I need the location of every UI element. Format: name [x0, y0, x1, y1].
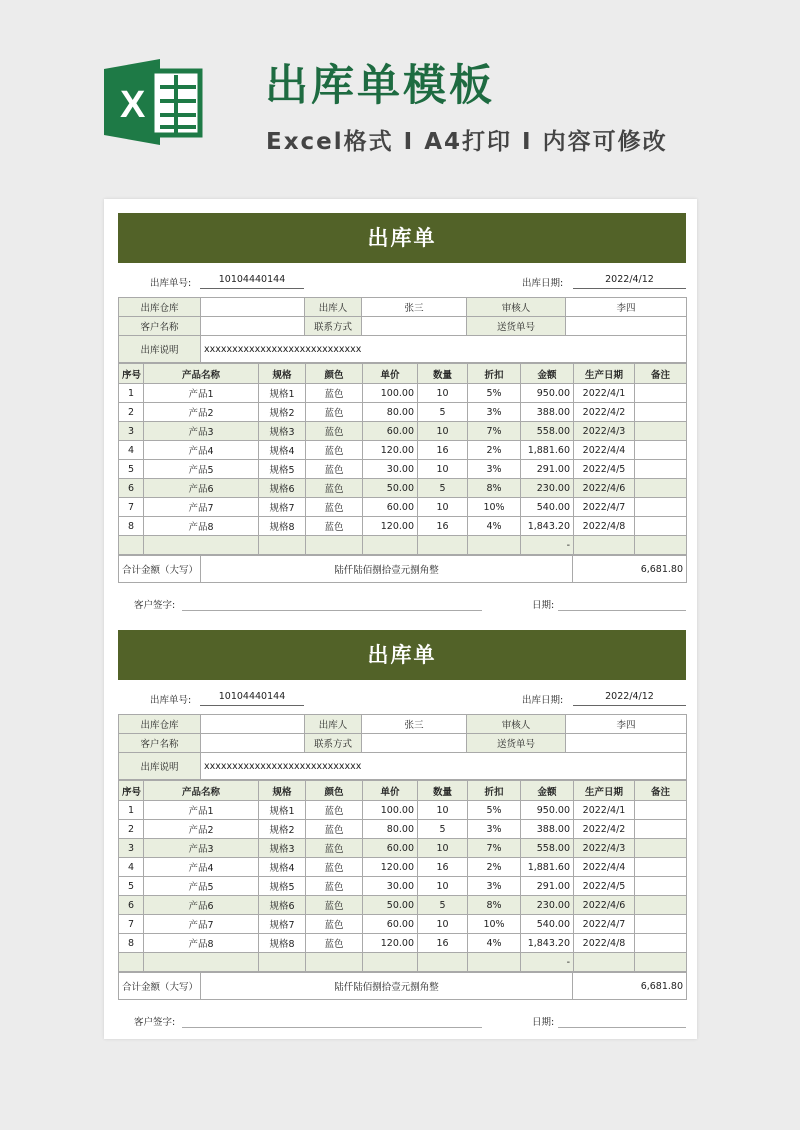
- table-row: [119, 403, 687, 422]
- note-value[interactable]: xxxxxxxxxxxxxxxxxxxxxxxxxxxx: [201, 753, 687, 780]
- color[interactable]: 蓝色: [306, 820, 363, 839]
- row-index[interactable]: 8: [119, 934, 144, 953]
- form-number-row: [118, 263, 686, 297]
- items-body: [119, 384, 687, 536]
- discount[interactable]: 3%: [468, 877, 521, 896]
- row-index[interactable]: 7: [119, 498, 144, 517]
- quantity[interactable]: 5: [418, 896, 468, 915]
- unit-price[interactable]: 100.00: [363, 801, 418, 820]
- items-table: [118, 363, 687, 555]
- color[interactable]: 蓝色: [306, 934, 363, 953]
- signature-row: [118, 1000, 686, 1040]
- quantity[interactable]: 10: [418, 422, 468, 441]
- signature-row: [118, 583, 686, 623]
- product-name[interactable]: 产品4: [144, 858, 259, 877]
- production-date[interactable]: 2022/4/5: [574, 877, 635, 896]
- form-banner: 出库单: [118, 630, 686, 680]
- row-index[interactable]: 7: [119, 915, 144, 934]
- handler-label: 出库人: [305, 298, 362, 317]
- color[interactable]: 蓝色: [306, 839, 363, 858]
- quantity[interactable]: 10: [418, 801, 468, 820]
- spec[interactable]: 规格2: [259, 403, 306, 422]
- amount[interactable]: 230.00: [521, 896, 574, 915]
- unit-price[interactable]: 30.00: [363, 460, 418, 479]
- sign-date-label: 日期:: [532, 1017, 555, 1028]
- contact-value[interactable]: [362, 734, 467, 753]
- quantity[interactable]: 10: [418, 915, 468, 934]
- spec[interactable]: 规格7: [259, 498, 306, 517]
- quantity[interactable]: 10: [418, 384, 468, 403]
- col-header: 生产日期: [574, 781, 635, 801]
- svg-text:X: X: [120, 84, 146, 126]
- handler-value[interactable]: 张三: [362, 298, 467, 317]
- col-header: 序号: [119, 364, 144, 384]
- remark[interactable]: [635, 858, 687, 877]
- col-header: 备注: [635, 781, 687, 801]
- remark[interactable]: [635, 896, 687, 915]
- production-date[interactable]: 2022/4/1: [574, 801, 635, 820]
- col-header: 备注: [635, 364, 687, 384]
- remark[interactable]: [635, 934, 687, 953]
- quantity[interactable]: 10: [418, 498, 468, 517]
- row-index[interactable]: 4: [119, 441, 144, 460]
- color[interactable]: 蓝色: [306, 801, 363, 820]
- contact-label: 联系方式: [305, 317, 362, 336]
- order-date-label: 出库日期:: [522, 695, 564, 706]
- table-row: [119, 915, 687, 934]
- color[interactable]: 蓝色: [306, 896, 363, 915]
- table-row: [119, 517, 687, 536]
- total-value[interactable]: 6,681.80: [573, 973, 687, 1000]
- production-date[interactable]: 2022/4/5: [574, 460, 635, 479]
- production-date[interactable]: 2022/4/2: [574, 403, 635, 422]
- unit-price[interactable]: 120.00: [363, 441, 418, 460]
- table-row: [119, 498, 687, 517]
- row-index[interactable]: 3: [119, 422, 144, 441]
- discount[interactable]: 3%: [468, 403, 521, 422]
- table-row: [119, 479, 687, 498]
- discount[interactable]: 5%: [468, 384, 521, 403]
- amount[interactable]: 558.00: [521, 839, 574, 858]
- product-name[interactable]: 产品1: [144, 801, 259, 820]
- color[interactable]: 蓝色: [306, 384, 363, 403]
- remark[interactable]: [635, 498, 687, 517]
- col-header: 数量: [418, 781, 468, 801]
- order-no-label: 出库单号:: [150, 278, 192, 289]
- unit-price[interactable]: 50.00: [363, 479, 418, 498]
- quantity[interactable]: 5: [418, 479, 468, 498]
- total-label: 合计金额（大写）: [119, 556, 201, 583]
- col-header: 单价: [363, 364, 418, 384]
- spec[interactable]: 规格6: [259, 479, 306, 498]
- amount[interactable]: 388.00: [521, 820, 574, 839]
- production-date[interactable]: 2022/4/7: [574, 915, 635, 934]
- reviewer-label: 审核人: [467, 298, 566, 317]
- col-header: 序号: [119, 781, 144, 801]
- unit-price[interactable]: 50.00: [363, 896, 418, 915]
- table-row: [119, 801, 687, 820]
- warehouse-value[interactable]: [201, 715, 305, 734]
- outbound-form: [118, 630, 686, 1040]
- customer-value[interactable]: [201, 317, 305, 336]
- col-header: 折扣: [468, 364, 521, 384]
- spec[interactable]: 规格3: [259, 839, 306, 858]
- reviewer-value[interactable]: 李四: [566, 715, 687, 734]
- remark[interactable]: [635, 403, 687, 422]
- total-words[interactable]: 陆仟陆佰捌拾壹元捌角整: [201, 556, 573, 583]
- col-header: 颜色: [306, 364, 363, 384]
- remark[interactable]: [635, 479, 687, 498]
- product-name[interactable]: 产品2: [144, 820, 259, 839]
- customer-sign-label: 客户签字:: [134, 1017, 176, 1028]
- discount[interactable]: 10%: [468, 498, 521, 517]
- color[interactable]: 蓝色: [306, 498, 363, 517]
- spec[interactable]: 规格5: [259, 877, 306, 896]
- customer-sign-label: 客户签字:: [134, 600, 176, 611]
- spec[interactable]: 规格3: [259, 422, 306, 441]
- col-header: 金额: [521, 781, 574, 801]
- col-header: 金额: [521, 364, 574, 384]
- quantity[interactable]: 16: [418, 858, 468, 877]
- amount[interactable]: 950.00: [521, 384, 574, 403]
- order-date-label: 出库日期:: [522, 278, 564, 289]
- warehouse-label: 出库仓库: [119, 715, 201, 734]
- amount[interactable]: 1,843.20: [521, 517, 574, 536]
- row-index[interactable]: 1: [119, 384, 144, 403]
- handler-value[interactable]: 张三: [362, 715, 467, 734]
- quantity[interactable]: 16: [418, 441, 468, 460]
- amount[interactable]: 1,881.60: [521, 441, 574, 460]
- remark[interactable]: [635, 877, 687, 896]
- production-date[interactable]: 2022/4/3: [574, 422, 635, 441]
- production-date[interactable]: 2022/4/1: [574, 384, 635, 403]
- table-row: [119, 820, 687, 839]
- spec[interactable]: 规格4: [259, 858, 306, 877]
- items-body: [119, 801, 687, 953]
- production-date[interactable]: 2022/4/7: [574, 498, 635, 517]
- product-name[interactable]: 产品3: [144, 839, 259, 858]
- handler-label: 出库人: [305, 715, 362, 734]
- items-header-row: [119, 781, 687, 801]
- total-label: 合计金额（大写）: [119, 973, 201, 1000]
- remark[interactable]: [635, 441, 687, 460]
- remark[interactable]: [635, 517, 687, 536]
- sign-date-label: 日期:: [532, 600, 555, 611]
- row-index[interactable]: 8: [119, 517, 144, 536]
- reviewer-value[interactable]: 李四: [566, 298, 687, 317]
- customer-label: 客户名称: [119, 734, 201, 753]
- quantity[interactable]: 16: [418, 934, 468, 953]
- quantity[interactable]: 16: [418, 517, 468, 536]
- delivery-value[interactable]: [566, 317, 687, 336]
- remark[interactable]: [635, 801, 687, 820]
- excel-x-icon: [100, 57, 206, 147]
- remark[interactable]: [635, 839, 687, 858]
- production-date[interactable]: 2022/4/3: [574, 839, 635, 858]
- delivery-label: 送货单号: [467, 734, 566, 753]
- spec[interactable]: 规格7: [259, 915, 306, 934]
- table-row: [119, 839, 687, 858]
- items-table: [118, 780, 687, 972]
- unit-price[interactable]: 30.00: [363, 877, 418, 896]
- row-index[interactable]: 6: [119, 896, 144, 915]
- contact-value[interactable]: [362, 317, 467, 336]
- product-name[interactable]: 产品2: [144, 403, 259, 422]
- product-name[interactable]: 产品6: [144, 896, 259, 915]
- production-date[interactable]: 2022/4/6: [574, 479, 635, 498]
- color[interactable]: 蓝色: [306, 441, 363, 460]
- amount[interactable]: 291.00: [521, 460, 574, 479]
- color[interactable]: 蓝色: [306, 460, 363, 479]
- order-date-value[interactable]: 2022/4/12: [573, 272, 686, 289]
- product-name[interactable]: 产品7: [144, 915, 259, 934]
- remark[interactable]: [635, 422, 687, 441]
- order-no-value[interactable]: 10104440144: [200, 689, 304, 706]
- outbound-form: [118, 213, 686, 623]
- amount[interactable]: 540.00: [521, 915, 574, 934]
- table-row: [119, 858, 687, 877]
- discount[interactable]: 5%: [468, 801, 521, 820]
- col-header: 折扣: [468, 781, 521, 801]
- col-header: 产品名称: [144, 364, 259, 384]
- col-header: 数量: [418, 364, 468, 384]
- total-table: [118, 555, 687, 583]
- remark[interactable]: [635, 460, 687, 479]
- delivery-label: 送货单号: [467, 317, 566, 336]
- note-label: 出库说明: [119, 753, 201, 780]
- spec[interactable]: 规格4: [259, 441, 306, 460]
- quantity[interactable]: 10: [418, 839, 468, 858]
- amount[interactable]: 388.00: [521, 403, 574, 422]
- color[interactable]: 蓝色: [306, 858, 363, 877]
- customer-label: 客户名称: [119, 317, 201, 336]
- blank-amount[interactable]: -: [521, 536, 574, 555]
- unit-price[interactable]: 60.00: [363, 422, 418, 441]
- color[interactable]: 蓝色: [306, 915, 363, 934]
- sign-line[interactable]: [182, 1027, 482, 1028]
- amount[interactable]: 558.00: [521, 422, 574, 441]
- contact-label: 联系方式: [305, 734, 362, 753]
- product-name[interactable]: 产品5: [144, 877, 259, 896]
- col-header: 生产日期: [574, 364, 635, 384]
- discount[interactable]: 7%: [468, 839, 521, 858]
- discount[interactable]: 8%: [468, 896, 521, 915]
- unit-price[interactable]: 120.00: [363, 858, 418, 877]
- product-name[interactable]: 产品7: [144, 498, 259, 517]
- remark[interactable]: [635, 915, 687, 934]
- unit-price[interactable]: 80.00: [363, 820, 418, 839]
- row-index[interactable]: 2: [119, 403, 144, 422]
- spec[interactable]: 规格8: [259, 934, 306, 953]
- row-index[interactable]: 1: [119, 801, 144, 820]
- product-name[interactable]: 产品4: [144, 441, 259, 460]
- unit-price[interactable]: 60.00: [363, 915, 418, 934]
- table-row: [119, 384, 687, 403]
- blank-row: [119, 536, 687, 555]
- row-index[interactable]: 2: [119, 820, 144, 839]
- color[interactable]: 蓝色: [306, 517, 363, 536]
- discount[interactable]: 8%: [468, 479, 521, 498]
- remark[interactable]: [635, 384, 687, 403]
- info-table: [118, 714, 687, 780]
- form-number-row: [118, 680, 686, 714]
- note-label: 出库说明: [119, 336, 201, 363]
- row-index[interactable]: 3: [119, 839, 144, 858]
- discount[interactable]: 2%: [468, 858, 521, 877]
- spec[interactable]: 规格5: [259, 460, 306, 479]
- row-index[interactable]: 6: [119, 479, 144, 498]
- table-row: [119, 934, 687, 953]
- quantity[interactable]: 5: [418, 403, 468, 422]
- row-index[interactable]: 5: [119, 877, 144, 896]
- production-date[interactable]: 2022/4/6: [574, 896, 635, 915]
- remark[interactable]: [635, 820, 687, 839]
- customer-value[interactable]: [201, 734, 305, 753]
- amount[interactable]: 230.00: [521, 479, 574, 498]
- sign-date-line[interactable]: [558, 1027, 686, 1028]
- delivery-value[interactable]: [566, 734, 687, 753]
- table-row: [119, 422, 687, 441]
- discount[interactable]: 4%: [468, 934, 521, 953]
- discount[interactable]: 4%: [468, 517, 521, 536]
- col-header: 规格: [259, 781, 306, 801]
- note-value[interactable]: xxxxxxxxxxxxxxxxxxxxxxxxxxxx: [201, 336, 687, 363]
- warehouse-label: 出库仓库: [119, 298, 201, 317]
- quantity[interactable]: 10: [418, 460, 468, 479]
- info-table: [118, 297, 687, 363]
- product-name[interactable]: 产品1: [144, 384, 259, 403]
- color[interactable]: 蓝色: [306, 479, 363, 498]
- color[interactable]: 蓝色: [306, 877, 363, 896]
- production-date[interactable]: 2022/4/2: [574, 820, 635, 839]
- unit-price[interactable]: 120.00: [363, 934, 418, 953]
- items-header-row: [119, 364, 687, 384]
- product-name[interactable]: 产品8: [144, 517, 259, 536]
- amount[interactable]: 540.00: [521, 498, 574, 517]
- unit-price[interactable]: 120.00: [363, 517, 418, 536]
- col-header: 颜色: [306, 781, 363, 801]
- unit-price[interactable]: 80.00: [363, 403, 418, 422]
- form-banner: 出库单: [118, 213, 686, 263]
- color[interactable]: 蓝色: [306, 422, 363, 441]
- color[interactable]: 蓝色: [306, 403, 363, 422]
- warehouse-value[interactable]: [201, 298, 305, 317]
- order-no-label: 出库单号:: [150, 695, 192, 706]
- template-subtitle: Excel格式 Ⅰ A4打印 Ⅰ 内容可修改: [266, 129, 668, 155]
- product-name[interactable]: 产品5: [144, 460, 259, 479]
- template-title: 出库单模板: [265, 61, 495, 111]
- row-index[interactable]: 5: [119, 460, 144, 479]
- unit-price[interactable]: 100.00: [363, 384, 418, 403]
- production-date[interactable]: 2022/4/4: [574, 858, 635, 877]
- amount[interactable]: 950.00: [521, 801, 574, 820]
- row-index[interactable]: 4: [119, 858, 144, 877]
- spec[interactable]: 规格1: [259, 384, 306, 403]
- sign-date-line[interactable]: [558, 610, 686, 611]
- production-date[interactable]: 2022/4/8: [574, 517, 635, 536]
- template-header: [0, 0, 800, 200]
- amount[interactable]: 1,843.20: [521, 934, 574, 953]
- product-name[interactable]: 产品6: [144, 479, 259, 498]
- sign-line[interactable]: [182, 610, 482, 611]
- discount[interactable]: 10%: [468, 915, 521, 934]
- unit-price[interactable]: 60.00: [363, 839, 418, 858]
- order-date-value[interactable]: 2022/4/12: [573, 689, 686, 706]
- spec[interactable]: 规格6: [259, 896, 306, 915]
- total-words[interactable]: 陆仟陆佰捌拾壹元捌角整: [201, 973, 573, 1000]
- col-header: 产品名称: [144, 781, 259, 801]
- discount[interactable]: 2%: [468, 441, 521, 460]
- production-date[interactable]: 2022/4/4: [574, 441, 635, 460]
- unit-price[interactable]: 60.00: [363, 498, 418, 517]
- col-header: 单价: [363, 781, 418, 801]
- product-name[interactable]: 产品3: [144, 422, 259, 441]
- amount[interactable]: 1,881.60: [521, 858, 574, 877]
- order-no-value[interactable]: 10104440144: [200, 272, 304, 289]
- total-value[interactable]: 6,681.80: [573, 556, 687, 583]
- total-table: [118, 972, 687, 1000]
- col-header: 规格: [259, 364, 306, 384]
- quantity[interactable]: 5: [418, 820, 468, 839]
- table-row: [119, 877, 687, 896]
- quantity[interactable]: 10: [418, 877, 468, 896]
- spec[interactable]: 规格1: [259, 801, 306, 820]
- spec[interactable]: 规格2: [259, 820, 306, 839]
- blank-amount[interactable]: -: [521, 953, 574, 972]
- discount[interactable]: 3%: [468, 460, 521, 479]
- discount[interactable]: 7%: [468, 422, 521, 441]
- table-row: [119, 441, 687, 460]
- reviewer-label: 审核人: [467, 715, 566, 734]
- blank-row: [119, 953, 687, 972]
- spec[interactable]: 规格8: [259, 517, 306, 536]
- discount[interactable]: 3%: [468, 820, 521, 839]
- table-row: [119, 460, 687, 479]
- production-date[interactable]: 2022/4/8: [574, 934, 635, 953]
- amount[interactable]: 291.00: [521, 877, 574, 896]
- product-name[interactable]: 产品8: [144, 934, 259, 953]
- table-row: [119, 896, 687, 915]
